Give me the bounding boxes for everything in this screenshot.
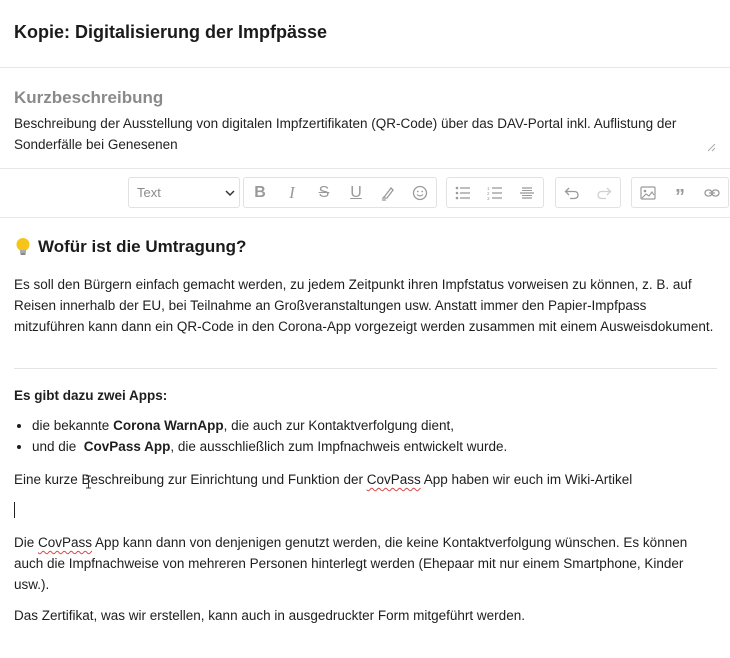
image-icon	[640, 186, 656, 200]
horizontal-rule	[14, 368, 717, 369]
misspelled-word: CovPass	[366, 472, 421, 487]
italic-button[interactable]	[276, 178, 308, 207]
redo-icon	[596, 186, 612, 200]
misspelled-word: CovPass	[38, 535, 93, 550]
wiki-paragraph: Eine kurze Beschreibung zur Einrichtung und Funktion der CovPass App haben wir euch im Wiki-Artikel	[14, 472, 633, 487]
underline-button[interactable]	[340, 178, 372, 207]
bullet-list-button[interactable]	[447, 178, 479, 207]
document-title[interactable]: Kopie: Digitalisierung der Impfpässe	[14, 22, 328, 42]
undo-icon	[564, 186, 580, 200]
mouse-ibeam-cursor	[85, 475, 92, 489]
emoji-icon	[412, 185, 428, 201]
align-button[interactable]	[511, 178, 543, 207]
emoji-button[interactable]	[404, 178, 436, 207]
text-format-select[interactable]	[128, 177, 240, 208]
section-heading-text: Wofür ist die Umtragung?	[38, 237, 247, 256]
svg-text:3: 3	[487, 195, 490, 200]
history-group	[555, 177, 621, 208]
resize-grip-icon[interactable]	[707, 143, 716, 152]
apps-list	[14, 415, 507, 457]
section-heading	[14, 237, 246, 257]
highlighter-icon	[380, 185, 396, 201]
text-format-value: Text	[137, 185, 161, 200]
undo-button[interactable]	[556, 178, 588, 207]
redo-button[interactable]	[588, 178, 620, 207]
editor-toolbar	[0, 170, 730, 218]
apps-label: Es gibt dazu zwei Apps:	[14, 388, 168, 403]
bold-button[interactable]	[244, 178, 276, 207]
strikethrough-button[interactable]	[308, 178, 340, 207]
italic-icon: I	[289, 182, 295, 202]
list-item: • und die CovPass App, die ausschließlich zum Impfnachweis entwickelt wurde.	[32, 436, 507, 457]
title-bar	[0, 0, 730, 68]
intro-paragraph: Es soll den Bürgern einfach gemacht werden, zu jedem Zeitpunkt ihren Impfstatus vorweisen zu können, z. B. auf Reisen innerhalb der EU, bei Teilnahme an Großveranstaltungen usw. Anstatt immer den Papier-Impfpass mitzuführen kann dann ein QR-Code in den Corona-App vorgezeigt werden zusammen mit einem Ausweisdokument.	[14, 277, 714, 334]
text-caret	[14, 502, 15, 518]
highlight-button[interactable]	[372, 178, 404, 207]
numbered-list-button[interactable]	[479, 178, 511, 207]
description-heading: Kurzbeschreibung	[14, 88, 164, 107]
description-section	[0, 69, 730, 169]
chevron-down-icon	[225, 188, 235, 198]
image-button[interactable]	[632, 178, 664, 207]
link-icon	[704, 187, 720, 199]
text-style-group	[243, 177, 437, 208]
insert-group	[631, 177, 729, 208]
numbered-list-icon	[487, 186, 503, 200]
description-textarea[interactable]: Beschreibung der Ausstellung von digitalen Impfzertifikaten (QR-Code) über das DAV-Portal inkl. Auflistung der Sonderfälle bei Genesenen	[14, 116, 677, 152]
quote-button[interactable]	[664, 178, 696, 207]
svg-text:1: 1	[487, 185, 490, 191]
svg-text:2: 2	[487, 190, 490, 196]
list-group	[446, 177, 544, 208]
lightbulb-icon	[14, 237, 32, 257]
printed-paragraph: Das Zertifikat, was wir erstellen, kann auch in ausgedruckter Form mitgeführt werden.	[14, 608, 525, 623]
quote-icon: ”	[675, 185, 685, 208]
list-item: • die bekannte Corona WarnApp, die auch zur Kontaktverfolgung dient,	[32, 415, 507, 436]
align-center-icon	[519, 186, 535, 200]
bullet-list-icon	[455, 186, 471, 200]
usage-paragraph: Die CovPass App kann dann von denjenigen genutzt werden, die keine Kontaktverfolgung wünschen. Es können auch die Impfnachweise von mehreren Personen hinterlegt werden (Ehepaar mit nur einem Smartphone, Kinder usw.).	[14, 535, 688, 592]
strikethrough-icon: S	[318, 183, 330, 201]
link-button[interactable]	[696, 178, 728, 207]
bold-icon: B	[254, 183, 266, 201]
underline-icon: U	[350, 183, 362, 201]
